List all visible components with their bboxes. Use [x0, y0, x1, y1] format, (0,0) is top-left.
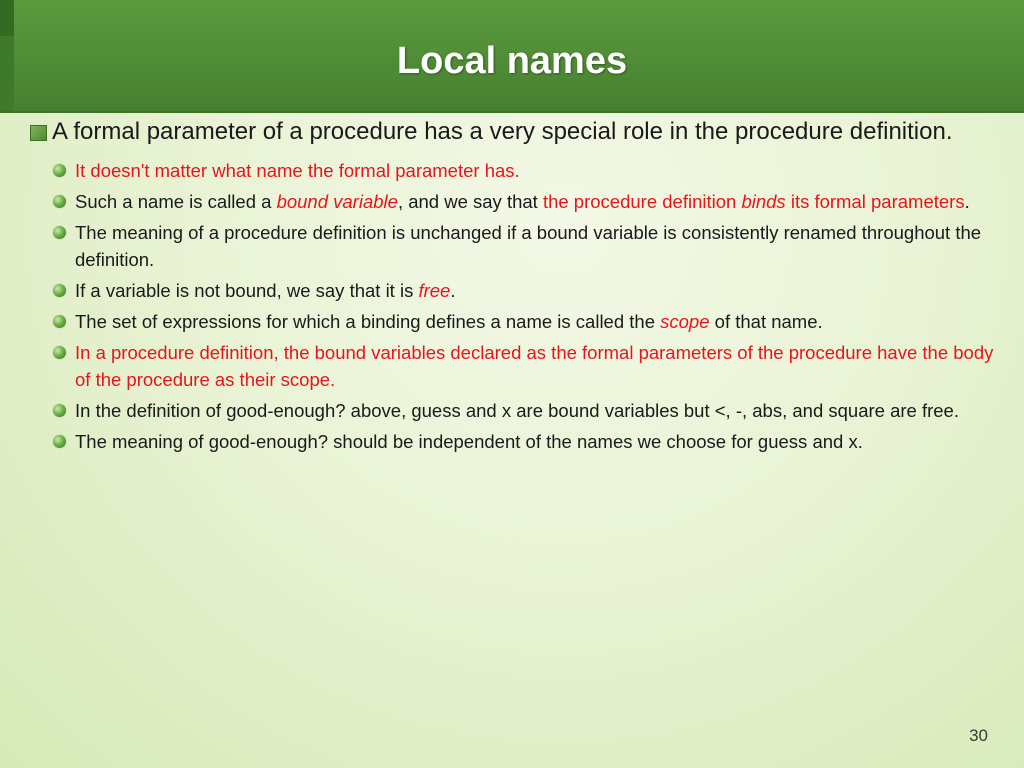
sub-bullet-7-text: In the definition of good-enough? above, guess and x are bound variables but <, -, abs, and square are free. [75, 400, 959, 421]
sub-bullet-2-text-g: . [964, 191, 970, 212]
sub-bullet-5-text-a: The set of expressions for which a binding defines a name is called the [75, 311, 661, 332]
sub-bullet-list [28, 157, 1000, 455]
title-bar [0, 0, 1024, 113]
circle-bullet-icon [53, 195, 66, 208]
circle-bullet-icon [53, 284, 66, 297]
sub-bullet-4-text-a: If a variable is not bound, we say that it is [75, 280, 419, 301]
circle-bullet-icon [53, 226, 66, 239]
sub-bullet-5-text-c: of that name. [709, 311, 823, 332]
term-binds: binds [741, 191, 786, 212]
sub-bullet-6-text: In a procedure definition, the bound variables declared as the formal parameters of the procedure have the body of the procedure as their scope. [75, 342, 994, 390]
slide-title: Local names [396, 40, 628, 82]
circle-bullet-icon [53, 404, 66, 417]
sub-bullet-8 [28, 428, 1000, 455]
sub-bullet-2-text-a: Such a name is called a [75, 191, 277, 212]
circle-bullet-icon [53, 164, 66, 177]
sub-bullet-3-text: The meaning of a procedure definition is unchanged if a bound variable is consistently renamed throughout the definition. [75, 222, 982, 270]
sub-bullet-2 [28, 188, 1000, 215]
page-number: 30 [969, 726, 988, 745]
main-bullet-text: A formal parameter of a procedure has a very special role in the procedure definition. [52, 118, 953, 145]
square-bullet-icon [30, 125, 47, 141]
sub-bullet-1-text: It doesn't matter what name the formal parameter has. [75, 160, 520, 181]
sub-bullet-4 [28, 277, 1000, 304]
slide-content [28, 116, 1000, 459]
sub-bullet-6 [28, 339, 1000, 393]
circle-bullet-icon [53, 315, 66, 328]
sub-bullet-7 [28, 397, 1000, 424]
title-accent-corner [0, 0, 14, 36]
term-scope: scope [660, 311, 710, 332]
sub-bullet-1 [28, 157, 1000, 184]
circle-bullet-icon [53, 346, 66, 359]
sub-bullet-2-text-c: , and we say that [397, 191, 543, 212]
sub-bullet-4-text-c: . [450, 280, 456, 301]
sub-bullet-3 [28, 219, 1000, 273]
term-bound-variable: bound variable [276, 191, 398, 212]
sub-bullet-2-text-f: its formal parameters [785, 191, 965, 212]
sub-bullet-5 [28, 308, 1000, 335]
main-bullet [28, 116, 1000, 147]
circle-bullet-icon [53, 435, 66, 448]
sub-bullet-8-text: The meaning of good-enough? should be independent of the names we choose for guess and x. [75, 431, 863, 452]
sub-bullet-2-text-d: the procedure definition [542, 191, 742, 212]
term-free: free [418, 280, 451, 301]
